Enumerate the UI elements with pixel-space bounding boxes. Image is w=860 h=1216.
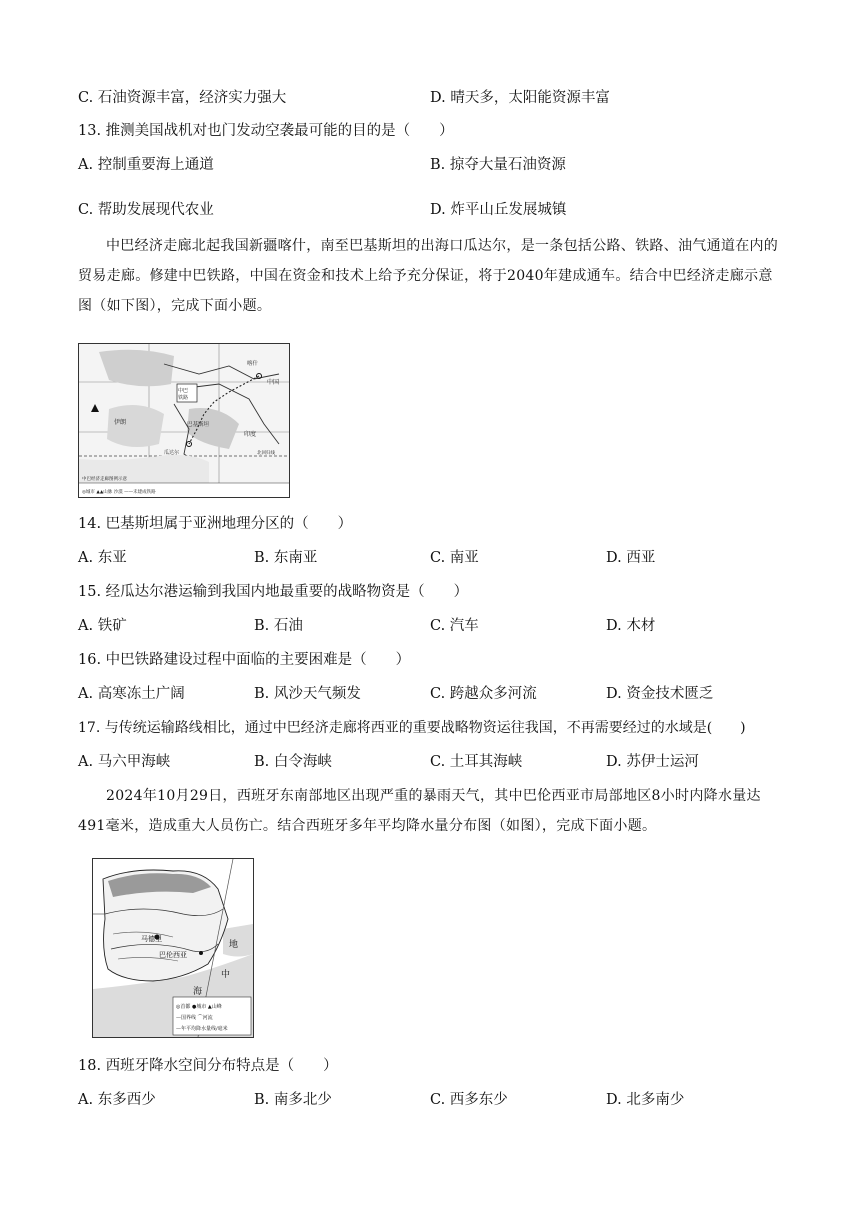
q15-stem: 15. 经瓜达尔港运输到我国内地最重要的战略物资是（ ）	[78, 584, 469, 600]
q16-stem: 16. 中巴铁路建设过程中面临的主要困难是（ ）	[78, 652, 411, 668]
q16-option-d: D. 资金技术匮乏	[606, 686, 714, 702]
spain-precipitation-map	[92, 858, 254, 1038]
q18-option-b: B. 南多北少	[254, 1092, 332, 1108]
q17-option-c: C. 土耳其海峡	[430, 754, 523, 770]
q17-option-d: D. 苏伊士运河	[606, 754, 699, 770]
map2-legend-1: ◎首都 ●城市 ▲山峰	[176, 1004, 222, 1010]
q14-option-c: C. 南亚	[430, 550, 479, 566]
map1-pakistan-label: 巴基斯坦	[187, 422, 210, 428]
map2-legend-3: —年平均降水量线/毫米	[176, 1026, 228, 1032]
q14-stem: 14. 巴基斯坦属于亚洲地理分区的（ ）	[78, 516, 353, 532]
q13-option-a: A. 控制重要海上通道	[78, 157, 214, 173]
q17-option-b: B. 白令海峡	[254, 754, 332, 770]
map1-kashgar-label: 喀什	[247, 361, 259, 367]
q16-option-c: C. 跨越众多河流	[430, 686, 537, 702]
q18-option-a: A. 东多西少	[78, 1092, 156, 1108]
q15-option-d: D. 木材	[606, 618, 656, 634]
q16-option-a: A. 高寒冻土广阔	[78, 686, 185, 702]
map1-tropic-label: 北回归线	[257, 451, 275, 456]
q18-option-d: D. 北多南少	[606, 1092, 685, 1108]
map1-iran-label: 伊朗	[114, 419, 127, 426]
svg-text:铁路: 铁路	[178, 395, 189, 401]
map1-railway-label: 中巴	[178, 388, 189, 394]
q13-option-c: C. 帮助发展现代农业	[78, 202, 214, 218]
map2-legend-2: —国界线 ⌒河流	[176, 1015, 213, 1021]
map1-india-label: 印度	[244, 431, 257, 438]
q13-option-b: B. 掠夺大量石油资源	[430, 157, 566, 173]
map1-legend-title: 中巴经济走廊图例示意	[82, 477, 127, 482]
q14-option-b: B. 东南亚	[254, 550, 318, 566]
map1-gwadar-label: 瓜达尔	[164, 450, 180, 456]
map2-valencia-label: 巴伦西亚	[159, 951, 187, 959]
q16-option-b: B. 风沙天气频发	[254, 686, 361, 702]
q18-stem: 18. 西班牙降水空间分布特点是（ ）	[78, 1058, 338, 1074]
q18-option-c: C. 西多东少	[430, 1092, 508, 1108]
cpec-map	[78, 343, 290, 498]
q13-option-d: D. 炸平山丘发展城镇	[430, 202, 567, 218]
map2-sea-label-1: 地	[229, 940, 239, 950]
q14-option-d: D. 西亚	[606, 550, 656, 566]
q12-option-d: D. 晴天多，太阳能资源丰富	[430, 90, 610, 106]
map1-china-label: 中国	[267, 379, 280, 386]
q15-option-c: C. 汽车	[430, 618, 479, 634]
q15-option-a: A. 铁矿	[78, 618, 127, 634]
passage-cpec: 中巴经济走廊北起我国新疆喀什，南至巴基斯坦的出海口瓜达尔，是一条包括公路、铁路、油气通道在内的贸易走廊。修建中巴铁路，中国在资金和技术上给予充分保证，将于2040年建成通车。结合中巴经济走廊示意图（如下图），完成下面小题。	[78, 238, 779, 314]
q13-stem: 13. 推测美国战机对也门发动空袭最可能的目的是（ ）	[78, 123, 454, 139]
q14-option-a: A. 东亚	[78, 550, 127, 566]
map2-madrid-label: 马德里	[141, 935, 162, 943]
map1-legend: ◎城市 ▲▲山脉 沙漠 ——未建成铁路	[82, 490, 156, 495]
q15-option-b: B. 石油	[254, 618, 303, 634]
passage-spain: 2024年10月29日，西班牙东南部地区出现严重的暴雨天气，其中巴伦西亚市局部地区8小时内降水量达491毫米，造成重大人员伤亡。结合西班牙多年平均降水量分布图（如图），完成下面小题。	[78, 788, 761, 834]
q17-stem: 17. 与传统运输路线相比，通过中巴经济走廊将西亚的重要战略物资运往我国，不再需要经过的水域是( )	[78, 720, 746, 736]
map2-sea-label-3: 海	[193, 987, 203, 997]
map2-sea-label-2: 中	[221, 970, 231, 980]
q17-option-a: A. 马六甲海峡	[78, 754, 171, 770]
q12-option-c: C. 石油资源丰富，经济实力强大	[78, 90, 287, 106]
